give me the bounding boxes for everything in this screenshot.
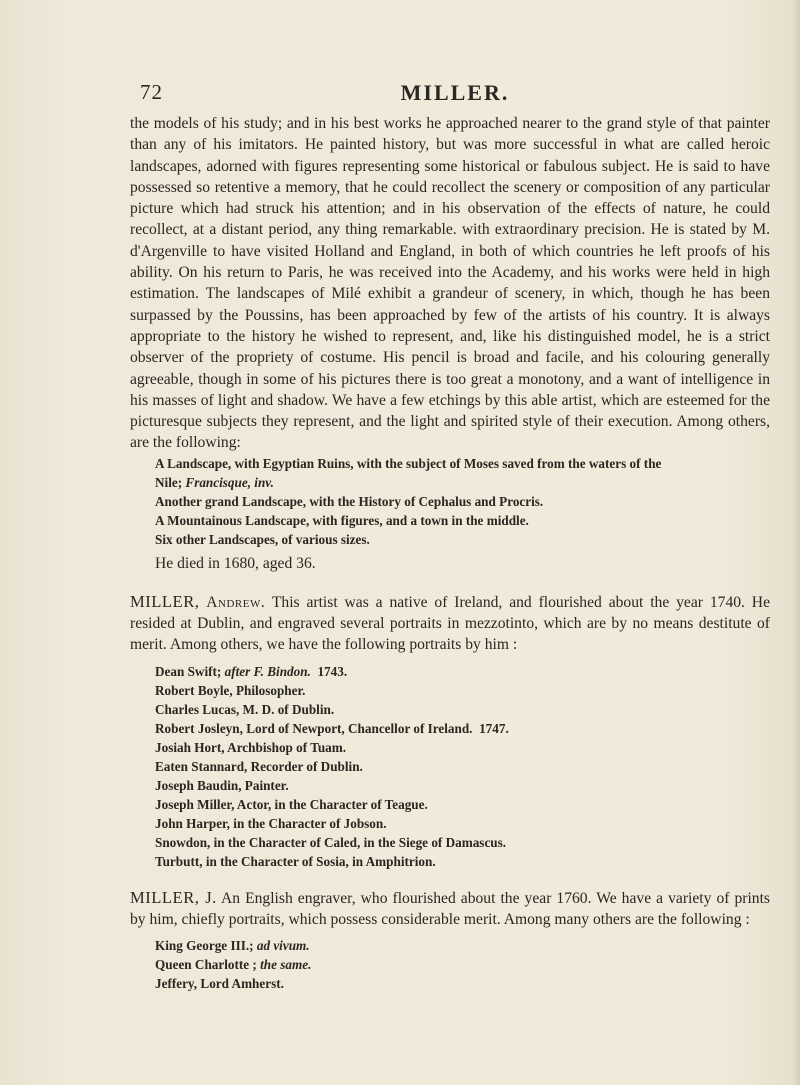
portraits-list-j	[130, 936, 770, 993]
list-item: Another grand Landscape, with the History of Cephalus and Procris.	[155, 493, 544, 509]
entry-text: This artist was a native of Ireland, and flourished about the year 1740. He resided at Dublin, and engraved several portraits in mezzotinto, which are by no means destitute of merit. Among others, we have the following portraits by him :	[130, 593, 770, 654]
list-item: Eaten Stannard, Recorder of Dublin.	[155, 758, 363, 774]
list-item	[155, 936, 770, 955]
list-item-attribution: ad vivum.	[256, 938, 310, 954]
list-item	[155, 662, 770, 681]
list-item	[155, 454, 770, 492]
list-item-year: 1743.	[317, 663, 348, 679]
entry-j-miller	[130, 887, 770, 931]
list-item-text: Nile;	[155, 474, 183, 490]
list-item: Turbutt, in the Character of Sosia, in Amphitrion.	[155, 853, 436, 869]
list-item-attribution: the same.	[260, 957, 312, 973]
entry-name: MILLER, J.	[130, 887, 217, 907]
list-item: A Mountainous Landscape, with figures, and a town in the middle.	[155, 512, 529, 528]
list-item: Charles Lucas, M. D. of Dublin.	[155, 701, 335, 717]
list-item-text: A Landscape, with Egyptian Ruins, with the subject of Moses saved from the waters of the	[155, 455, 662, 471]
list-item: Jeffery, Lord Amherst.	[155, 976, 284, 992]
running-head: MILLER.	[400, 80, 510, 105]
entry-name: MILLER,	[130, 591, 200, 611]
list-item: Robert Boyle, Philosopher.	[155, 682, 306, 698]
page-number: 72	[140, 80, 163, 104]
portraits-list-andrew	[130, 662, 770, 871]
paragraph-mile-biography: the models of his study; and in his best works he approached nearer to the grand style of that painter than any of his imitators. He painted history, but was more successful in what are called heroic landscapes, adorned with figures representing some historical or fabulous subject. He is said to have possessed so retentive a memory, that he could recollect the scenery or composition of any particular picture which had struck his attention; and in his observation of the effects of nature, he could recollect, at a distant period, any thing remarkable. with extraordinary precision. He is stated by M. d'Argenville to have visited Holland and England, in both of which countries he left proofs of his ability. On his return to Paris, he was received into the Academy, and his works were held in high estimation. The landscapes of Milé exhibit a grandeur of scenery, in which, though he has been surpassed by the Poussins, has been approached by few of the artists of his country. It is always appropriate to the history he wished to represent, and, like his distinguished model, he is a strict observer of the propriety of costume. His pencil is broad and facile, and his colouring generally agreeable, though in some of his pictures there is too great a monotony, and a want of intelligence in his masses of light and shadow. We have a few etchings by this able artist, which are esteemed for the picturesque subjects they represent, and the light and spirited style of their execution. Among others, are the following:	[130, 115, 770, 452]
page-content	[130, 113, 770, 993]
entry-given-name: Andrew.	[206, 593, 266, 611]
list-item-text: King George III.;	[155, 938, 254, 954]
entry-andrew-miller	[130, 591, 770, 656]
list-item-text: Dean Swift;	[155, 663, 222, 679]
page-header	[140, 80, 760, 110]
list-item-text: Robert Josleyn, Lord of Newport, Chancellor of Ireland.	[155, 720, 473, 736]
list-item-text: Queen Charlotte ;	[155, 957, 257, 973]
list-item-attribution: after F. Bindon.	[224, 663, 311, 679]
list-item-attribution: Francisque, inv.	[185, 474, 274, 490]
list-item: John Harper, in the Character of Jobson.	[155, 815, 387, 831]
list-item	[155, 719, 770, 738]
list-item: Six other Landscapes, of various sizes.	[155, 531, 370, 547]
list-item: Joseph Miller, Actor, in the Character of Teague.	[155, 796, 428, 812]
etchings-list	[130, 454, 770, 549]
death-note: He died in 1680, aged 36.	[155, 554, 316, 572]
list-item: Snowdon, in the Character of Caled, in the Siege of Damascus.	[155, 834, 507, 850]
list-item: Joseph Baudin, Painter.	[155, 777, 289, 793]
list-item	[155, 955, 770, 974]
page-edge-shadow	[792, 0, 800, 1085]
list-item-year: 1747.	[479, 720, 509, 736]
entry-text: An English engraver, who flourished about the year 1760. We have a variety of prints by him, chiefly portraits, which possess considerable merit. Among many others are the following :	[130, 889, 770, 928]
list-item-continuation	[155, 473, 770, 492]
list-item: Josiah Hort, Archbishop of Tuam.	[155, 739, 347, 755]
